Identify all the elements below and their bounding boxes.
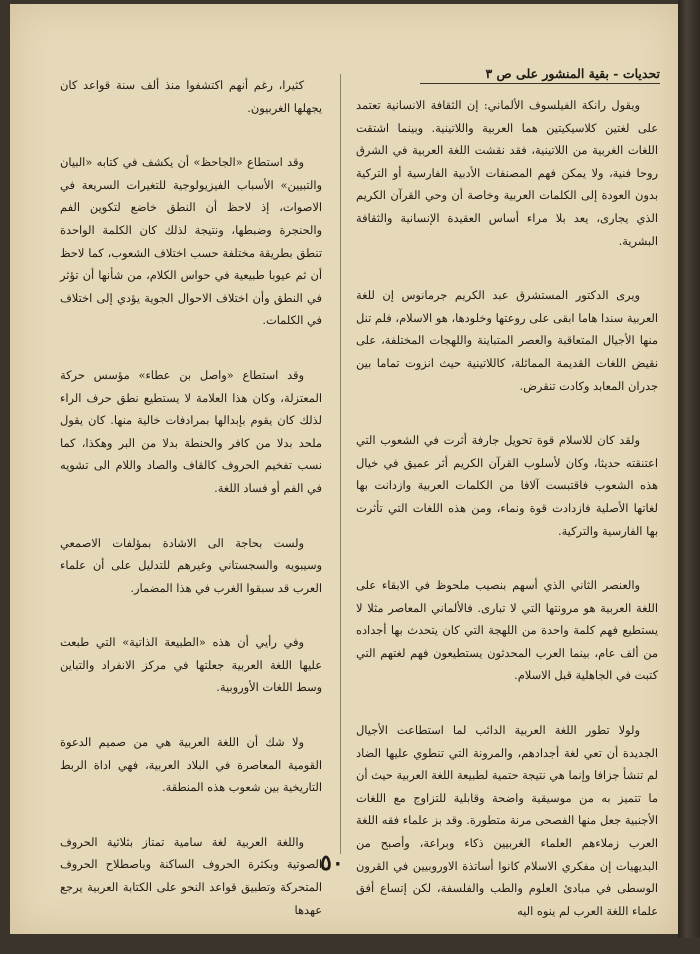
page-number: ٥٠ xyxy=(320,850,344,876)
paragraph: ولا شك أن اللغة العربية هي من صميم الدعوة القومية المعاصرة في البلاد العربية، فهي اداة الربط التاريخية بين شعوب هذه المنطقة. xyxy=(60,735,322,795)
paragraph: ولولا تطور اللغة العربية الدائب لما استطاعت الأجيال الجديدة أن تعي لغة أجدادهم، والمرونة التي تنطوي عليها الضاد لم تنشأ جزافا وإنما هي نتيجة حتمية لطبيعة اللغة العربية حيث أن ما تتميز به من موسيقية واضحة وقابلية للتزاوج مع اللغات الأجنبية جعل منها الفصحى مرنة متطورة. وقد بز علماء فقه اللغة العرب زملاءهم العلماء الغربيين ذكاء وبراعة، وأصبح من البديهيات إن مفكري الاسلام كانوا أساتذة الاوروبيين في القرون الوسطى في مبادئ العلوم والطب والفلسفة، لكن إتساع أفق علماء اللغة العرب لم ينوه اليه xyxy=(356,723,658,918)
paragraph: وقد استطاع «واصل بن عطاء» مؤسس حركة المعتزلة، وكان هذا العلامة لا يستطيع نطق حرف الراء لذلك كان يقوم بإبدالها بمرادفات خالية منها. كان يقول ملحد بدلا من كافر والحنطة بدلا من البر وهكذا، كما نسب تفخيم الحروف كالقاف والصاد واللام الى تشويه في الفم أو فساد اللغة. xyxy=(60,367,322,495)
page-edge xyxy=(678,0,700,938)
paragraph: والعنصر الثاني الذي أسهم بنصيب ملحوظ في الابقاء على اللغة العربية هو مرونتها التي لا تبارى. فالألماني المعاصر مثلا لا يستطيع فهم كلمة واحدة من اللهجة التي كان يتحدث بها أجداده من ألف عام، بينما العرب المحدثون يستطيعون فهم لغتهم التي كتبت في الجاهلية قبل الاسلام. xyxy=(356,578,658,683)
paragraph: كثيرا، رغم أنهم اكتشفوا منذ ألف سنة قواعد كان يجهلها الغربيون. xyxy=(60,78,322,115)
paragraph: واللغة العربية لغة سامية تمتاز بثلاثية الحروف الصوتية وبكثرة الحروف الساكنة وباصطلاح الحروف المتحركة وتطبيق قواعد النحو على الكتابة العربية يرجع عهدها xyxy=(60,834,322,917)
column-divider xyxy=(340,74,341,854)
right-column xyxy=(356,94,658,954)
paragraph: وفي رأيي أن هذه «الطبيعة الذاتية» التي طبعت عليها اللغة العربية جعلتها في مركز الانفراد والتباين وسط اللغات الأوروبية. xyxy=(60,635,322,695)
paragraph: ويرى الدكتور المستشرق عبد الكريم جرمانوس إن للغة العربية سندا هاما ابقى على روعتها وخلودها، هو الاسلام، فلم تنل منها الأجيال المتعاقبة والعصر المتباينة واللهجات المختلفة، على نقيض اللغات القديمة المماثلة، كاللاتينية حيث انزوت تماما بين جدران المعابد وكادت تنقرض. xyxy=(356,288,658,393)
paragraph: ولقد كان للاسلام قوة تحويل جارفة أثرت في الشعوب التي اعتنقته حديثا، وكان لأسلوب القرآن الكريم أثر عميق في خيال هذه الشعوب فاقتبست آلافا من الكلمات العربية وازدانت بها لغاتها الأصلية فازدادت قوة ونماء، ومن هذه اللغات التي تأثرت بها الفارسية والتركية. xyxy=(356,433,658,538)
left-column xyxy=(60,74,322,953)
paragraph: ولست بحاجة الى الاشادة بمؤلفات الاصمعي وسيبويه والسجستاني وغيرهم للتدليل على أن علماء العرب قد سبقوا الغرب في هذا المضمار. xyxy=(60,535,322,595)
paragraph: وقد استطاع «الجاحظ» أن يكشف في كتابه «البيان والتبيين» الأسباب الفيزيولوجية للتغيرات السريعة في الاصوات، إذ لاحظ أن النطق خاضع لتكوين الفم والحنجرة وضبطها، ونتيجة لذلك كان الكلمة الواحدة تنطق بطريقة مختلفة حسب اختلاف الشعوب، كما لاحظ أن ثم عيوبا طبيعية في حواس الكلام، من شأنها أن تؤثر في النطق وأن اختلاف الاحوال الجوية يؤدي إلى اختلاف في الكلمات. xyxy=(60,155,322,328)
paragraph: ويقول رانكة الفيلسوف الألماني: إن الثقافة الانسانية تعتمد على لغتين كلاسيكيتين هما العربية واللاتينية. وبينما اشتقت اللغات الغربية من اللاتينية، فقد نقشت اللغة العربية في الشرق روحا فنية، ولا يمكن فهم المصنفات الأدبية الفارسية أو التركية بدون العودة إلى الكلمات العربية وخاصة أن وحي القرآن الكريم الذي يجارى، يعد بلا مراء أساس العقيدة الإنسانية والثقافة البشرية. xyxy=(356,98,658,248)
article-header: تحديات - بقية المنشور على ص ٣ xyxy=(420,66,660,84)
